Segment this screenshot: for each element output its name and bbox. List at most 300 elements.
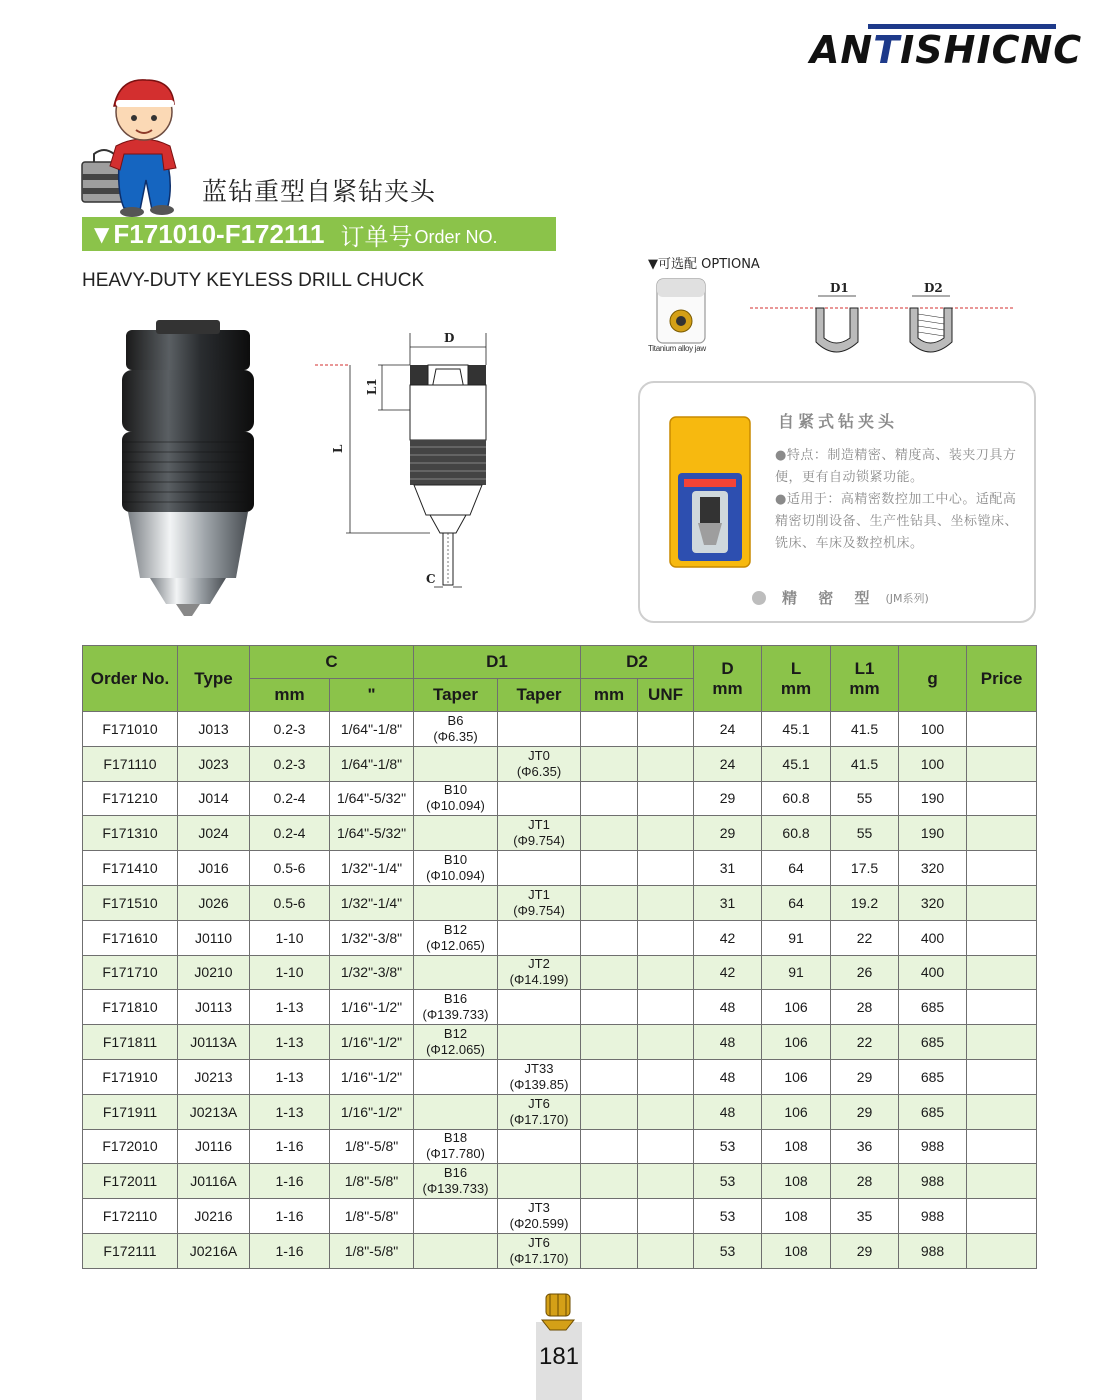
cell-l1: 55: [831, 781, 899, 816]
cell-order-no: F171110: [83, 746, 178, 781]
taper-value: B10: [443, 852, 468, 868]
cell-price: [967, 816, 1037, 851]
cell-d1-taper-jt: [498, 1199, 581, 1234]
header-c-inch: ": [330, 679, 414, 712]
header-order-no: Order No.: [83, 646, 178, 712]
cell-type: J0113A: [178, 1025, 250, 1060]
cell-c-mm: 0.5-6: [250, 851, 330, 886]
order-label-en: Order NO.: [414, 226, 498, 247]
cell-d: 42: [694, 955, 762, 990]
cell-d2-unf: [638, 1059, 694, 1094]
cell-order-no: F171510: [83, 885, 178, 920]
cell-c-inch: 1/64"-5/32": [330, 816, 414, 851]
cell-d: 48: [694, 990, 762, 1025]
cell-order-no: F171010: [83, 712, 178, 747]
cell-d1-taper-jt: [498, 746, 581, 781]
header-d2-mm: mm: [581, 679, 638, 712]
cell-c-inch: 1/8"-5/8": [330, 1233, 414, 1268]
cell-c-inch: 1/32"-3/8": [330, 955, 414, 990]
cell-g: 988: [899, 1164, 967, 1199]
page-number: 181: [538, 1343, 580, 1370]
cell-price: [967, 1164, 1037, 1199]
cell-d2-mm: [581, 1094, 638, 1129]
taper-value: (Φ12.065): [426, 937, 485, 953]
table-row: [83, 955, 1037, 990]
cell-l1: 28: [831, 1164, 899, 1199]
d1-d2-section-icon: [750, 276, 1015, 361]
cell-d2-mm: [581, 1233, 638, 1268]
taper-value: JT0: [528, 747, 550, 763]
trophy-icon: [536, 1290, 580, 1334]
optional-title: ▼可选配 OPTIONA: [648, 257, 760, 272]
taper-value: B16: [443, 991, 468, 1007]
info-card: [638, 381, 1036, 623]
table-row: [83, 851, 1037, 886]
cell-type: J0116: [178, 1129, 250, 1164]
taper-value: JT33: [524, 1060, 554, 1076]
cell-l: 108: [762, 1233, 831, 1268]
cell-d: 53: [694, 1129, 762, 1164]
table-row: [83, 1059, 1037, 1094]
table-row: [83, 746, 1037, 781]
cell-order-no: F171310: [83, 816, 178, 851]
cell-d: 48: [694, 1059, 762, 1094]
header-d: D mm: [694, 646, 762, 712]
cell-d2-mm: [581, 1164, 638, 1199]
cell-d1-taper-b: [414, 1164, 498, 1199]
cell-d1-taper-jt: [498, 1233, 581, 1268]
taper-value: B18: [443, 1130, 468, 1146]
cell-d1-taper-b: [414, 712, 498, 747]
cell-price: [967, 1025, 1037, 1060]
taper-value: (Φ10.094): [426, 868, 485, 884]
table-row: [83, 781, 1037, 816]
cell-d2-unf: [638, 1025, 694, 1060]
jaw-caption: Titanium alloy jaw: [648, 344, 706, 353]
cell-d1-taper-b: [414, 955, 498, 990]
cell-order-no: F171410: [83, 851, 178, 886]
cell-d: 29: [694, 781, 762, 816]
cell-l: 108: [762, 1129, 831, 1164]
cell-type: J014: [178, 781, 250, 816]
taper-value: (Φ17.170): [509, 1250, 569, 1266]
cell-c-mm: 0.2-4: [250, 816, 330, 851]
cell-c-mm: 0.2-4: [250, 781, 330, 816]
cell-price: [967, 990, 1037, 1025]
cell-d2-mm: [581, 816, 638, 851]
cell-c-mm: 1-13: [250, 1025, 330, 1060]
taper-value: (Φ139.85): [509, 1076, 569, 1092]
header-c: C: [250, 646, 414, 679]
cell-d: 53: [694, 1233, 762, 1268]
cell-c-mm: 1-16: [250, 1233, 330, 1268]
cell-d1-taper-b: [414, 1094, 498, 1129]
cell-g: 988: [899, 1199, 967, 1234]
table-row: [83, 920, 1037, 955]
cell-l: 106: [762, 1059, 831, 1094]
taper-value: (Φ139.733): [422, 1007, 489, 1023]
cell-type: J0213: [178, 1059, 250, 1094]
cell-d1-taper-jt: [498, 851, 581, 886]
cell-type: J0216: [178, 1199, 250, 1234]
subtitle-en: HEAVY-DUTY KEYLESS DRILL CHUCK: [82, 270, 425, 291]
brand-logo: [810, 24, 1083, 72]
cell-d2-unf: [638, 1199, 694, 1234]
card-description: [775, 445, 1025, 555]
cell-c-mm: 1-10: [250, 955, 330, 990]
cell-d2-mm: [581, 920, 638, 955]
cell-c-inch: 1/32"-3/8": [330, 920, 414, 955]
cell-price: [967, 885, 1037, 920]
cell-c-inch: 1/16"-1/2": [330, 1094, 414, 1129]
taper-value: B16: [443, 1165, 468, 1181]
cell-type: J013: [178, 712, 250, 747]
cell-c-mm: 1-10: [250, 920, 330, 955]
cell-d1-taper-b: [414, 1199, 498, 1234]
cell-l1: 28: [831, 990, 899, 1025]
cell-d1-taper-b: [414, 885, 498, 920]
header-d2: D2: [581, 646, 694, 679]
cell-d1-taper-jt: [498, 1059, 581, 1094]
cell-l: 106: [762, 1025, 831, 1060]
taper-value: JT6: [528, 1095, 550, 1111]
cell-d2-mm: [581, 851, 638, 886]
cell-d: 53: [694, 1164, 762, 1199]
cell-d: 53: [694, 1199, 762, 1234]
cell-g: 685: [899, 990, 967, 1025]
cell-c-inch: 1/64"-1/8": [330, 746, 414, 781]
taper-value: (Φ139.733): [422, 1181, 489, 1197]
cell-d2-unf: [638, 1094, 694, 1129]
taper-value: B10: [443, 782, 468, 798]
cell-c-inch: 1/16"-1/2": [330, 990, 414, 1025]
cell-g: 100: [899, 712, 967, 747]
taper-value: (Φ20.599): [509, 1216, 569, 1232]
card-series-label: (JM系列): [885, 591, 929, 605]
cell-d2-unf: [638, 920, 694, 955]
cell-d1-taper-b: [414, 1233, 498, 1268]
cell-d1-taper-b: [414, 1059, 498, 1094]
cell-d1-taper-b: [414, 990, 498, 1025]
table-header-row: [83, 646, 1037, 679]
cell-d1-taper-jt: [498, 955, 581, 990]
cell-c-mm: 1-13: [250, 990, 330, 1025]
cell-price: [967, 920, 1037, 955]
cell-d1-taper-jt: [498, 990, 581, 1025]
cell-c-mm: 1-13: [250, 1059, 330, 1094]
technical-drawing-icon: [310, 325, 510, 600]
cell-c-inch: 1/16"-1/2": [330, 1059, 414, 1094]
cell-d2-unf: [638, 1164, 694, 1199]
cell-d1-taper-jt: [498, 885, 581, 920]
header-price: Price: [967, 646, 1037, 712]
card-type-label: 精 密 型: [782, 589, 878, 607]
taper-value: (Φ17.170): [509, 1111, 569, 1127]
cell-price: [967, 1199, 1037, 1234]
cell-d2-unf: [638, 1233, 694, 1268]
cell-price: [967, 955, 1037, 990]
cell-l1: 29: [831, 1059, 899, 1094]
taper-value: (Φ9.754): [513, 833, 565, 849]
table-row: [83, 1164, 1037, 1199]
cell-d2-mm: [581, 990, 638, 1025]
cell-c-inch: 1/32"-1/4": [330, 851, 414, 886]
cell-type: J0213A: [178, 1094, 250, 1129]
cell-d2-unf: [638, 781, 694, 816]
cell-c-mm: 1-16: [250, 1129, 330, 1164]
cell-d2-mm: [581, 885, 638, 920]
cell-l: 60.8: [762, 816, 831, 851]
cell-d2-unf: [638, 955, 694, 990]
cell-d1-taper-jt: [498, 1094, 581, 1129]
cell-l: 45.1: [762, 746, 831, 781]
table-row: [83, 1129, 1037, 1164]
header-g: g: [899, 646, 967, 712]
cell-c-mm: 0.2-3: [250, 746, 330, 781]
cell-d: 42: [694, 920, 762, 955]
cell-d2-unf: [638, 1129, 694, 1164]
cell-d: 48: [694, 1025, 762, 1060]
header-l: L mm: [762, 646, 831, 712]
dim-label-d: D: [444, 331, 455, 345]
card-heading: 自紧式钻夹头: [778, 412, 899, 431]
cell-d2-mm: [581, 781, 638, 816]
cell-l1: 41.5: [831, 712, 899, 747]
header-d1: D1: [414, 646, 581, 679]
taper-value: (Φ14.199): [509, 972, 569, 988]
cell-g: 100: [899, 746, 967, 781]
cell-price: [967, 1129, 1037, 1164]
cell-c-inch: 1/8"-5/8": [330, 1164, 414, 1199]
header-c-mm: mm: [250, 679, 330, 712]
product-box-icon: [664, 413, 756, 573]
cell-type: J016: [178, 851, 250, 886]
cell-c-inch: 1/64"-5/32": [330, 781, 414, 816]
taper-value: (Φ17.780): [426, 1146, 485, 1162]
cell-c-inch: 1/8"-5/8": [330, 1199, 414, 1234]
cell-order-no: F171810: [83, 990, 178, 1025]
card-feature-text: ●特点：制造精密、精度高、装夹刀具方便，更有自动锁紧功能。: [775, 448, 1017, 485]
cell-price: [967, 1059, 1037, 1094]
table-row: [83, 816, 1037, 851]
cell-order-no: F172011: [83, 1164, 178, 1199]
cell-order-no: F171911: [83, 1094, 178, 1129]
dim-label-l1: L1: [365, 378, 379, 395]
cell-c-mm: 1-16: [250, 1199, 330, 1234]
cell-d2-unf: [638, 990, 694, 1025]
drill-chuck-photo-icon: [118, 318, 258, 618]
bullet-dot-icon: [752, 591, 766, 605]
taper-value: JT3: [528, 1200, 550, 1216]
table-row: [83, 1233, 1037, 1268]
cell-l1: 55: [831, 816, 899, 851]
cell-d1-taper-jt: [498, 816, 581, 851]
cell-order-no: F171210: [83, 781, 178, 816]
cell-l1: 19.2: [831, 885, 899, 920]
taper-value: B12: [443, 1026, 468, 1042]
cell-d2-unf: [638, 851, 694, 886]
cell-price: [967, 851, 1037, 886]
order-range: F171010-F172111: [113, 218, 325, 249]
cell-l1: 22: [831, 920, 899, 955]
cell-g: 988: [899, 1233, 967, 1268]
taper-value: JT1: [528, 817, 550, 833]
cell-d1-taper-b: [414, 920, 498, 955]
cell-l1: 41.5: [831, 746, 899, 781]
cell-d2-mm: [581, 955, 638, 990]
cell-d2-unf: [638, 712, 694, 747]
cell-g: 190: [899, 781, 967, 816]
cell-price: [967, 712, 1037, 747]
cell-l: 106: [762, 1094, 831, 1129]
taper-value: (Φ6.35): [516, 763, 562, 779]
cell-g: 320: [899, 885, 967, 920]
cell-order-no: F171910: [83, 1059, 178, 1094]
cell-d2-mm: [581, 1199, 638, 1234]
cell-d: 31: [694, 851, 762, 886]
cell-c-mm: 1-16: [250, 1164, 330, 1199]
cell-l1: 35: [831, 1199, 899, 1234]
brand-name: ANTISHICNC: [810, 28, 1083, 72]
taper-value: B12: [443, 921, 468, 937]
cell-d: 48: [694, 1094, 762, 1129]
taper-value: (Φ10.094): [426, 798, 485, 814]
header-type: Type: [178, 646, 250, 712]
header-d1-taper-jt: Taper: [498, 679, 581, 712]
titanium-jaw-icon: [655, 277, 711, 353]
cell-l1: 22: [831, 1025, 899, 1060]
cell-price: [967, 781, 1037, 816]
header-d2-unf: UNF: [638, 679, 694, 712]
cell-g: 685: [899, 1025, 967, 1060]
cell-l1: 29: [831, 1094, 899, 1129]
cell-d: 31: [694, 885, 762, 920]
cell-l: 108: [762, 1199, 831, 1234]
table-body: [83, 712, 1037, 1269]
table-row: [83, 1199, 1037, 1234]
cell-d1-taper-jt: [498, 712, 581, 747]
cell-c-inch: 1/8"-5/8": [330, 1129, 414, 1164]
cell-order-no: F172010: [83, 1129, 178, 1164]
cell-d: 29: [694, 816, 762, 851]
cell-d1-taper-b: [414, 746, 498, 781]
cell-d2-mm: [581, 1129, 638, 1164]
cell-d1-taper-b: [414, 1129, 498, 1164]
cell-l: 91: [762, 955, 831, 990]
cell-l: 45.1: [762, 712, 831, 747]
card-footer: [752, 587, 929, 608]
cell-l: 108: [762, 1164, 831, 1199]
cell-g: 685: [899, 1094, 967, 1129]
taper-value: (Φ9.754): [513, 902, 565, 918]
table-row: [83, 712, 1037, 747]
cell-price: [967, 746, 1037, 781]
cell-g: 320: [899, 851, 967, 886]
header-l1: L1 mm: [831, 646, 899, 712]
cell-l1: 29: [831, 1233, 899, 1268]
dim-label-d2: D2: [924, 281, 943, 295]
cell-type: J026: [178, 885, 250, 920]
dim-label-d1: D1: [830, 281, 849, 295]
cell-d2-mm: [581, 746, 638, 781]
cell-d1-taper-jt: [498, 1129, 581, 1164]
cell-d1-taper-b: [414, 781, 498, 816]
cell-g: 190: [899, 816, 967, 851]
taper-value: B6: [447, 712, 464, 728]
cell-type: J0116A: [178, 1164, 250, 1199]
cell-l: 64: [762, 851, 831, 886]
taper-value: (Φ12.065): [426, 1042, 485, 1058]
cell-d2-unf: [638, 816, 694, 851]
cell-type: J0210: [178, 955, 250, 990]
cell-order-no: F171811: [83, 1025, 178, 1060]
cell-type: J024: [178, 816, 250, 851]
header-d1-taper-b: Taper: [414, 679, 498, 712]
cell-c-inch: 1/32"-1/4": [330, 885, 414, 920]
dim-label-c: C: [426, 572, 436, 586]
cell-type: J023: [178, 746, 250, 781]
cell-l: 91: [762, 920, 831, 955]
cell-c-mm: 0.2-3: [250, 712, 330, 747]
cell-order-no: F171610: [83, 920, 178, 955]
cell-c-mm: 1-13: [250, 1094, 330, 1129]
table-row: [83, 990, 1037, 1025]
cell-order-no: F171710: [83, 955, 178, 990]
cell-price: [967, 1094, 1037, 1129]
cell-order-no: F172111: [83, 1233, 178, 1268]
cell-d: 24: [694, 746, 762, 781]
cell-d1-taper-b: [414, 851, 498, 886]
cell-l: 64: [762, 885, 831, 920]
title-cn: 蓝钻重型自紧钻夹头: [202, 177, 437, 206]
triangle-down-icon: ▼: [94, 222, 110, 246]
order-label-cn: 订单号: [340, 222, 413, 251]
order-number-banner: [82, 217, 556, 251]
cell-price: [967, 1233, 1037, 1268]
cell-d1-taper-jt: [498, 1164, 581, 1199]
cell-l1: 17.5: [831, 851, 899, 886]
cell-d2-mm: [581, 712, 638, 747]
cell-d2-unf: [638, 885, 694, 920]
cell-l: 60.8: [762, 781, 831, 816]
taper-value: (Φ6.35): [433, 728, 478, 744]
cell-d1-taper-b: [414, 1025, 498, 1060]
cell-d2-unf: [638, 746, 694, 781]
cell-d: 24: [694, 712, 762, 747]
table-row: [83, 1025, 1037, 1060]
table-row: [83, 1094, 1037, 1129]
table-row: [83, 885, 1037, 920]
cell-l1: 36: [831, 1129, 899, 1164]
taper-value: JT6: [528, 1234, 550, 1250]
cell-c-inch: 1/64"-1/8": [330, 712, 414, 747]
cell-d1-taper-jt: [498, 920, 581, 955]
cell-d1-taper-jt: [498, 781, 581, 816]
cell-g: 400: [899, 955, 967, 990]
cell-type: J0216A: [178, 1233, 250, 1268]
cell-l1: 26: [831, 955, 899, 990]
cell-g: 685: [899, 1059, 967, 1094]
cell-g: 988: [899, 1129, 967, 1164]
cell-d1-taper-b: [414, 816, 498, 851]
cell-d1-taper-jt: [498, 1025, 581, 1060]
cell-g: 400: [899, 920, 967, 955]
taper-value: JT1: [528, 886, 550, 902]
card-application-text: ●适用于：高精密数控加工中心。适配高精密切削设备、生产性钻具、坐标镗床、铣床、车床及数控机床。: [775, 492, 1019, 551]
cell-c-mm: 0.5-6: [250, 885, 330, 920]
mascot-illustration-icon: [80, 70, 190, 220]
cell-d2-mm: [581, 1025, 638, 1060]
